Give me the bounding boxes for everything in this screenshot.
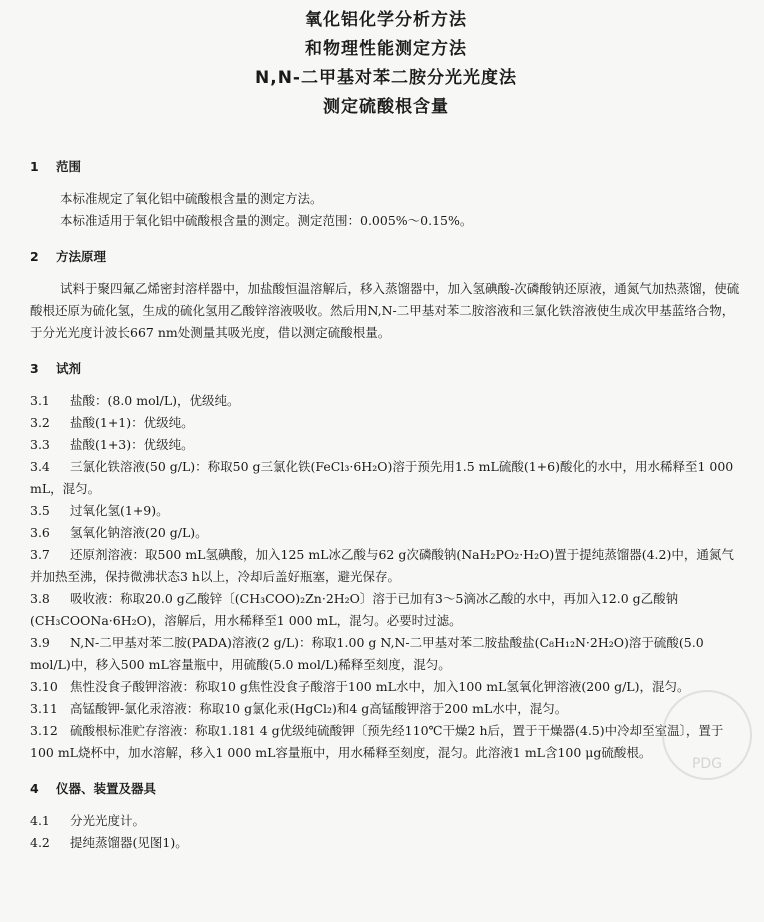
section-2-heading [30, 246, 742, 268]
s2-para: 试料于聚四氟乙烯密封溶样器中，加盐酸恒温溶解后，移入蒸馏器中，加入氢碘酸-次磷酸钠还原液，通氮气加热蒸馏，使硫酸根还原为硫化氢，生成的硫化氢用乙酸锌溶液吸收。然后用N,N-二甲基对苯二胺溶液和三氯化铁溶液使生成次甲基蓝络合物，于分光光度计波长667 nm处测量其吸光度，借以测定硫酸根量。 [30, 281, 740, 340]
item-text: 还原剂溶液：取500 mL氢碘酸，加入125 mL冰乙酸与62 g次磷酸钠(NaH₂PO₂·H₂O)置于提纯蒸馏器(4.2)中，通氮气并加热至沸，保持微沸状态3 h以上，冷却后盖好瓶塞，避光保存。 [30, 547, 734, 584]
section-1-heading [30, 156, 742, 178]
reagent-item [30, 720, 742, 764]
item-number: 3.7 [30, 547, 50, 562]
watermark-text: PDG [691, 756, 723, 772]
section-number: 4 [30, 781, 39, 796]
apparatus-item [30, 810, 742, 832]
section-title: 范围 [56, 159, 82, 174]
section-number: 2 [30, 249, 39, 264]
section-title: 仪器、装置及器具 [56, 781, 157, 796]
s1-para-1: 本标准规定了氧化铝中硫酸根含量的测定方法。 [60, 191, 323, 206]
item-number: 3.10 [30, 679, 58, 694]
section-3-heading [30, 358, 742, 380]
item-number: 3.9 [30, 635, 50, 650]
item-text: 盐酸(1+3)：优级纯。 [70, 437, 194, 452]
item-text: 三氯化铁溶液(50 g/L)：称取50 g三氯化铁(FeCl₃·6H₂O)溶于预先用1.5 mL硫酸(1+6)酸化的水中，用水稀释至1 000 mL，混匀。 [30, 459, 734, 496]
reagent-item [30, 500, 742, 522]
item-text: 提纯蒸馏器(见图1)。 [70, 835, 188, 850]
item-text: 过氧化氢(1+9)。 [70, 503, 169, 518]
item-text: 分光光度计。 [70, 813, 146, 828]
document-title [30, 0, 742, 122]
reagent-item [30, 390, 742, 412]
reagent-item [30, 456, 742, 500]
item-number: 3.1 [30, 393, 50, 408]
item-number: 3.6 [30, 525, 50, 540]
item-number: 3.2 [30, 415, 50, 430]
section-title: 方法原理 [56, 249, 107, 264]
section-number: 3 [30, 361, 39, 376]
item-text: 氢氧化钠溶液(20 g/L)。 [70, 525, 208, 540]
item-text: N,N-二甲基对苯二胺(PADA)溶液(2 g/L)：称取1.00 g N,N-二甲基对苯二胺盐酸盐(C₈H₁₂N·2H₂O)溶于硫酸(5.0 mol/L)中，移入500 mL容量瓶中，用硫酸(5.0 mol/L)稀释至刻度，混匀。 [30, 635, 704, 672]
reagent-item [30, 412, 742, 434]
item-text: 盐酸：(8.0 mol/L)，优级纯。 [70, 393, 240, 408]
watermark-seal [662, 690, 752, 780]
title-line-1: 氧化铝化学分析方法 [305, 10, 467, 30]
item-number: 3.3 [30, 437, 50, 452]
reagent-item [30, 588, 742, 632]
item-number: 4.1 [30, 813, 50, 828]
item-number: 3.8 [30, 591, 50, 606]
title-line-4: 测定硫酸根含量 [323, 97, 449, 117]
item-number: 3.12 [30, 723, 58, 738]
s1-para-2: 本标准适用于氧化铝中硫酸根含量的测定。测定范围：0.005%～0.15%。 [60, 213, 473, 228]
title-line-2: 和物理性能测定方法 [305, 39, 467, 59]
item-number: 3.5 [30, 503, 50, 518]
item-number: 3.4 [30, 459, 50, 474]
item-text: 盐酸(1+1)：优级纯。 [70, 415, 194, 430]
reagent-item [30, 698, 742, 720]
reagent-item [30, 434, 742, 456]
reagent-item [30, 632, 742, 676]
item-number: 4.2 [30, 835, 50, 850]
reagent-item [30, 522, 742, 544]
section-4-heading [30, 778, 742, 800]
item-number: 3.11 [30, 701, 58, 716]
item-text: 高锰酸钾-氯化汞溶液：称取10 g氯化汞(HgCl₂)和4 g高锰酸钾溶于200 mL水中，混匀。 [70, 701, 568, 716]
reagent-item [30, 676, 742, 698]
apparatus-item [30, 832, 742, 854]
reagent-item [30, 544, 742, 588]
title-line-3: N,N-二甲基对苯二胺分光光度法 [255, 68, 517, 88]
item-text: 焦性没食子酸钾溶液：称取10 g焦性没食子酸溶于100 mL水中，加入100 mL氢氧化钾溶液(200 g/L)，混匀。 [70, 679, 690, 694]
section-title: 试剂 [56, 361, 82, 376]
item-text: 吸收液：称取20.0 g乙酸锌〔(CH₃COO)₂Zn·2H₂O〕溶于已加有3～5滴冰乙酸的水中，再加入12.0 g乙酸钠(CH₃COONa·6H₂O)，溶解后，用水稀释至1 000 mL，混匀。必要时过滤。 [30, 591, 679, 628]
item-text: 硫酸根标准贮存溶液：称取1.181 4 g优级纯硫酸钾〔预先经110℃干燥2 h后，置于干燥器(4.5)中冷却至室温〕，置于100 mL烧杯中，加水溶解，移入1 000 mL容量瓶中，用水稀释至刻度，混匀。此溶液1 mL含100 μg硫酸根。 [30, 723, 724, 760]
section-number: 1 [30, 159, 39, 174]
